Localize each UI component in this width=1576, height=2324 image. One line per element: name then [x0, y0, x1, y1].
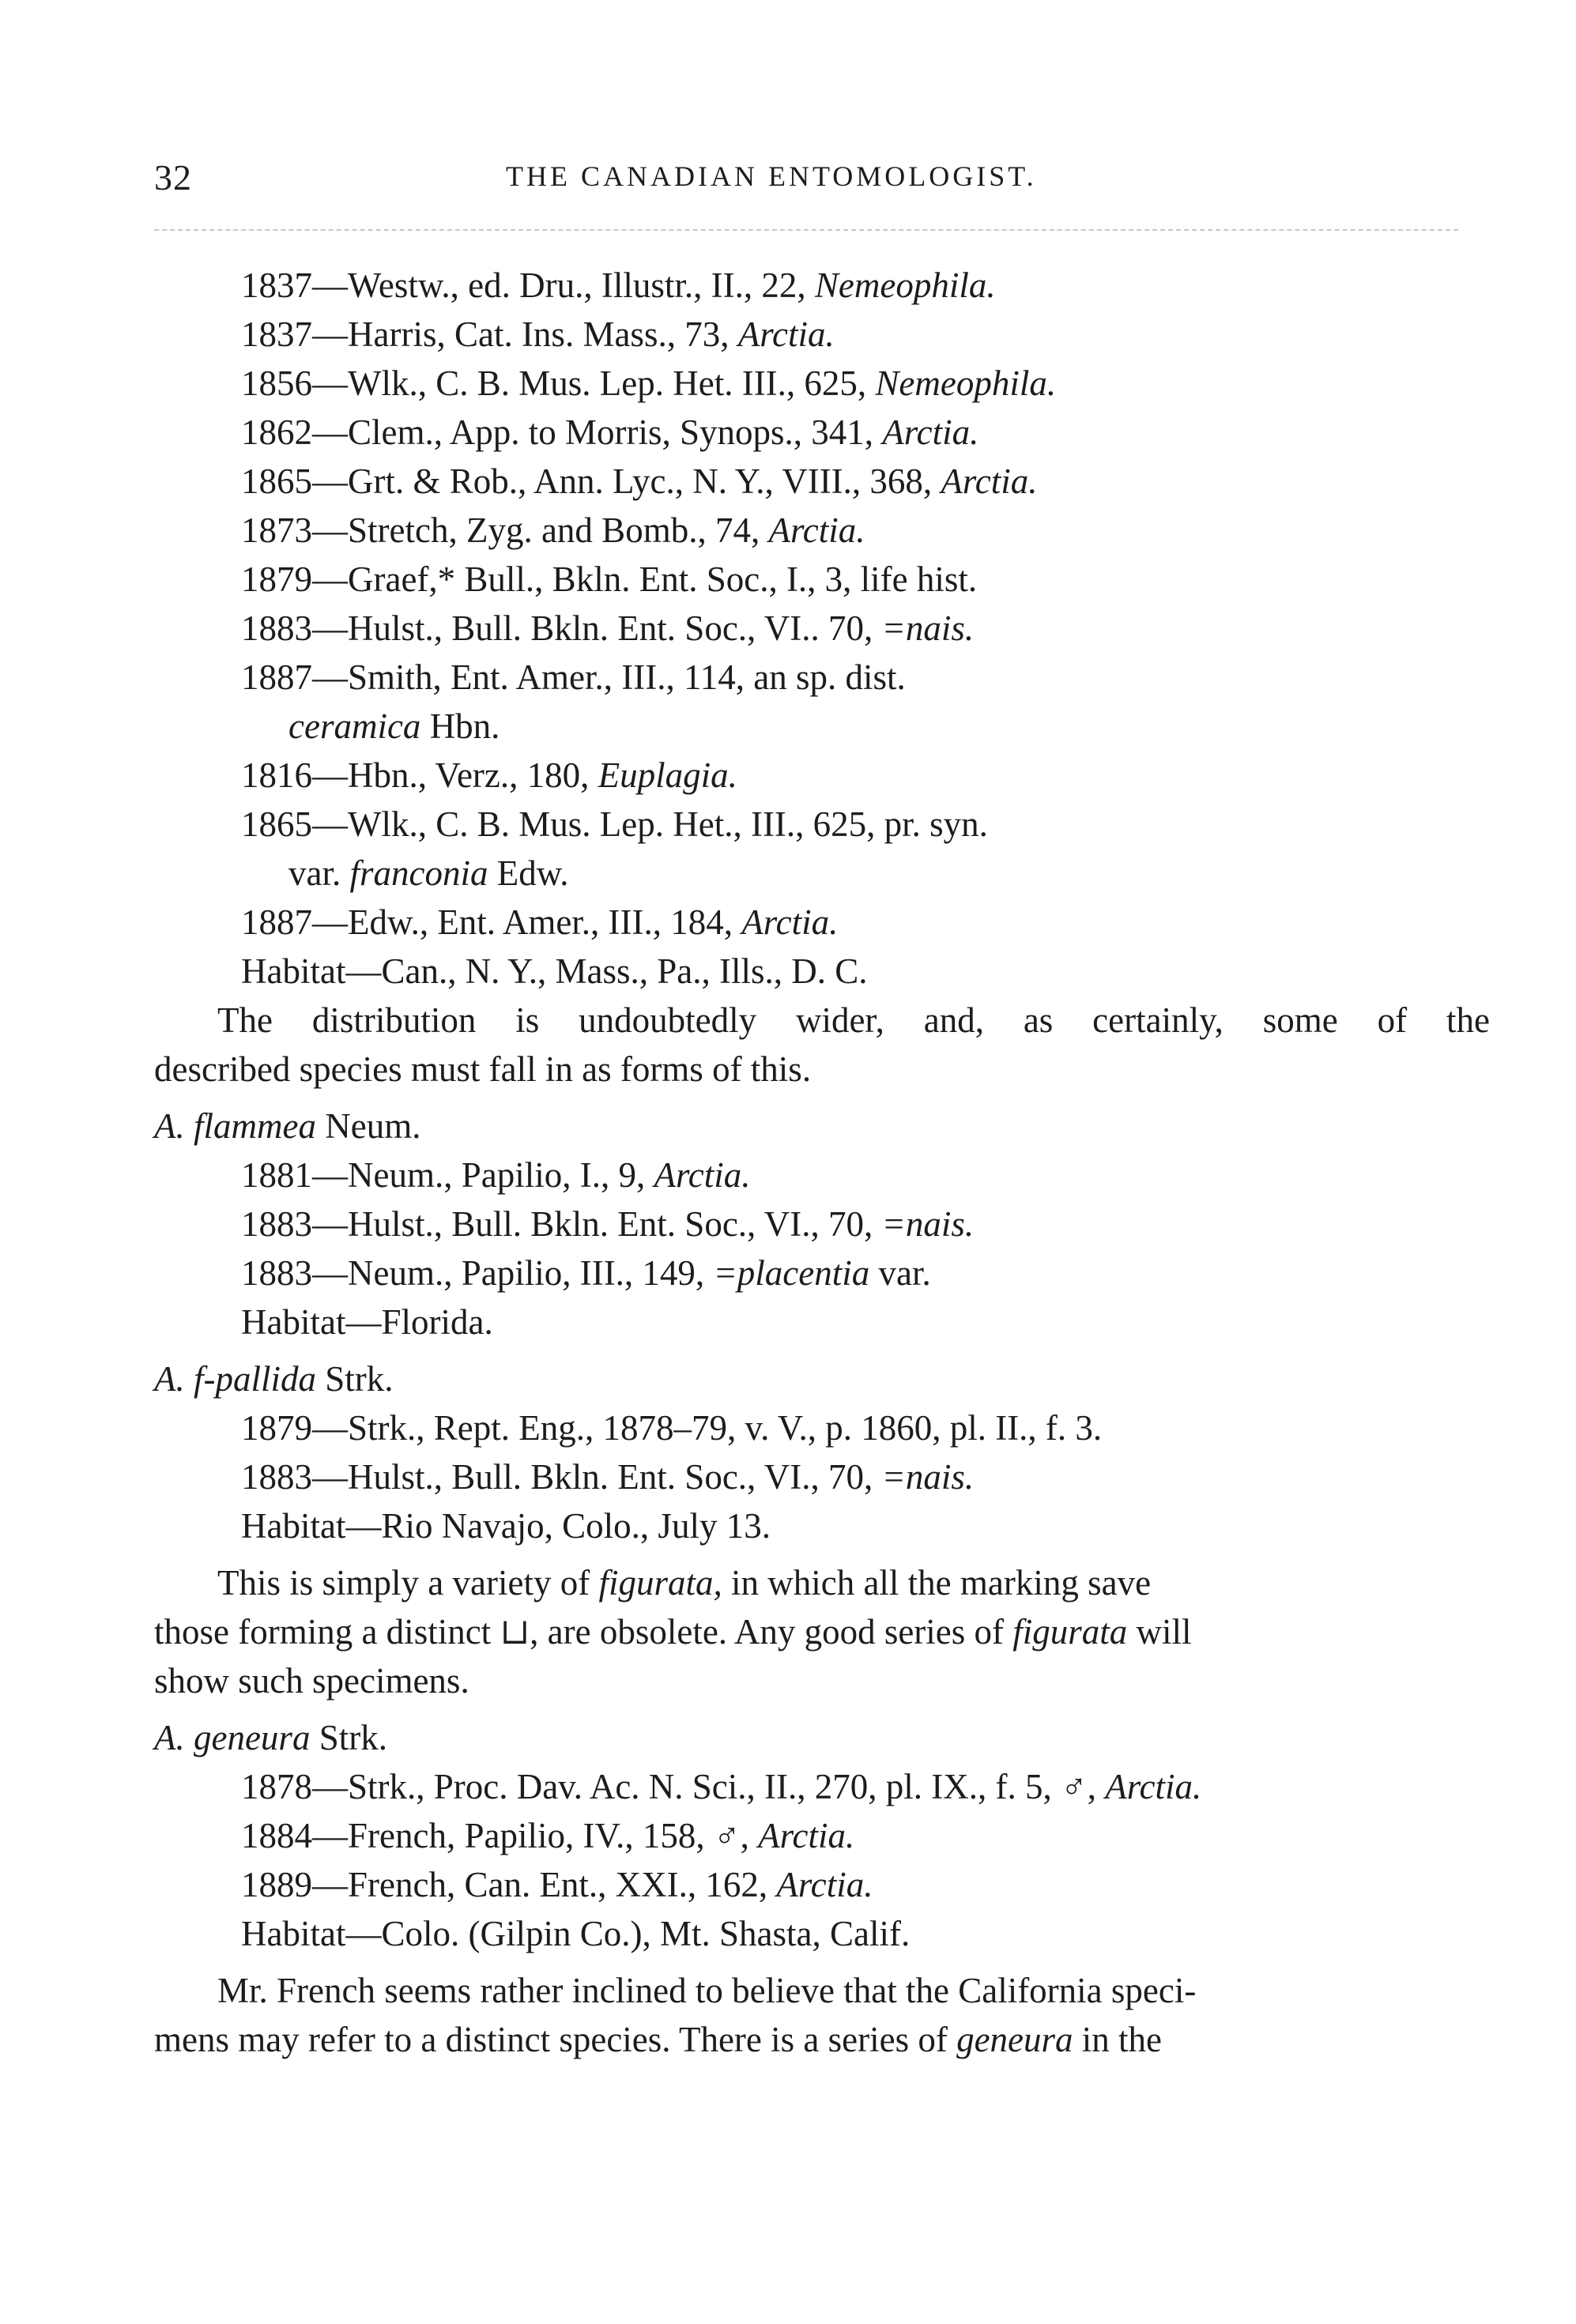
- variety-line: var. franconia Edw.: [288, 853, 569, 893]
- citation-line: 1878—Strk., Proc. Dav. Ac. N. Sci., II., 270, pl. IX., f. 5, ♂, Arctia.: [241, 1767, 1202, 1806]
- citation-line: 1883—Hulst., Bull. Bkln. Ent. Soc., VI., 70, =nais.: [241, 1457, 975, 1497]
- citation-line: 1887—Smith, Ent. Amer., III., 114, an sp. dist.: [241, 657, 906, 697]
- paragraph-line: show such specimens.: [154, 1661, 469, 1701]
- habitat-line: Habitat—Colo. (Gilpin Co.), Mt. Shasta, Calif.: [241, 1914, 911, 1953]
- citation-line: 1879—Graef,* Bull., Bkln. Ent. Soc., I., 3, life hist.: [241, 559, 978, 599]
- habitat-line: Habitat—Can., N. Y., Mass., Pa., Ills., D. C.: [241, 951, 868, 991]
- page-body: [154, 261, 1490, 2064]
- citation-line: 1837—Harris, Cat. Ins. Mass., 73, Arctia.: [241, 315, 835, 354]
- paragraph-line: those forming a distinct ⊔, are obsolete. Any good series of figurata will: [154, 1612, 1192, 1652]
- species-heading: A. f-pallida Strk.: [154, 1359, 394, 1399]
- header-rule: [154, 229, 1458, 231]
- citation-line: 1862—Clem., App. to Morris, Synops., 341, Arctia.: [241, 412, 979, 452]
- paragraph-line: The distribution is undoubtedly wider, and, as certainly, some of the: [217, 1000, 1490, 1040]
- paragraph-line: described species must fall in as forms of this.: [154, 1049, 812, 1089]
- paragraph-line: mens may refer to a distinct species. There is a series of geneura in the: [154, 2020, 1163, 2059]
- page-header: [0, 156, 1576, 204]
- citation-line: 1879—Strk., Rept. Eng., 1878–79, v. V., p. 1860, pl. II., f. 3.: [241, 1408, 1103, 1448]
- citation-line: 1883—Hulst., Bull. Bkln. Ent. Soc., VI., 70, =nais.: [241, 1204, 975, 1244]
- paragraph-line: Mr. French seems rather inclined to believe that the California speci-: [217, 1971, 1197, 2010]
- citation-line: 1884—French, Papilio, IV., 158, ♂, Arctia.: [241, 1816, 855, 1855]
- citation-line: 1837—Westw., ed. Dru., Illustr., II., 22, Nemeophila.: [241, 266, 996, 305]
- habitat-line: Habitat—Florida.: [241, 1302, 493, 1342]
- citation-line: 1881—Neum., Papilio, I., 9, Arctia.: [241, 1155, 751, 1195]
- species-heading: A. geneura Strk.: [154, 1718, 387, 1757]
- running-title: THE CANADIAN ENTOMOLOGIST.: [506, 160, 1037, 192]
- mark-symbol: ⊔: [500, 1612, 530, 1652]
- citation-line: 1865—Wlk., C. B. Mus. Lep. Het., III., 625, pr. syn.: [241, 804, 988, 844]
- synonym-line: ceramica Hbn.: [288, 706, 500, 746]
- citation-line: 1865—Grt. & Rob., Ann. Lyc., N. Y., VIII., 368, Arctia.: [241, 461, 1038, 501]
- citation-line: 1856—Wlk., C. B. Mus. Lep. Het. III., 625, Nemeophila.: [241, 363, 1057, 403]
- paragraph-line: This is simply a variety of figurata, in which all the marking save: [217, 1563, 1152, 1603]
- page-number: 32: [154, 157, 192, 198]
- habitat-line: Habitat—Rio Navajo, Colo., July 13.: [241, 1506, 771, 1546]
- citation-line: 1883—Hulst., Bull. Bkln. Ent. Soc., VI.. 70, =nais.: [241, 608, 975, 648]
- citation-line: 1889—French, Can. Ent., XXI., 162, Arctia.: [241, 1865, 873, 1904]
- citation-line: 1816—Hbn., Verz., 180, Euplagia.: [241, 755, 737, 795]
- citation-line: 1873—Stretch, Zyg. and Bomb., 74, Arctia.: [241, 510, 865, 550]
- citation-line: 1887—Edw., Ent. Amer., III., 184, Arctia.: [241, 902, 839, 942]
- citation-line: 1883—Neum., Papilio, III., 149, =placentia var.: [241, 1253, 931, 1293]
- species-heading: A. flammea Neum.: [154, 1106, 421, 1146]
